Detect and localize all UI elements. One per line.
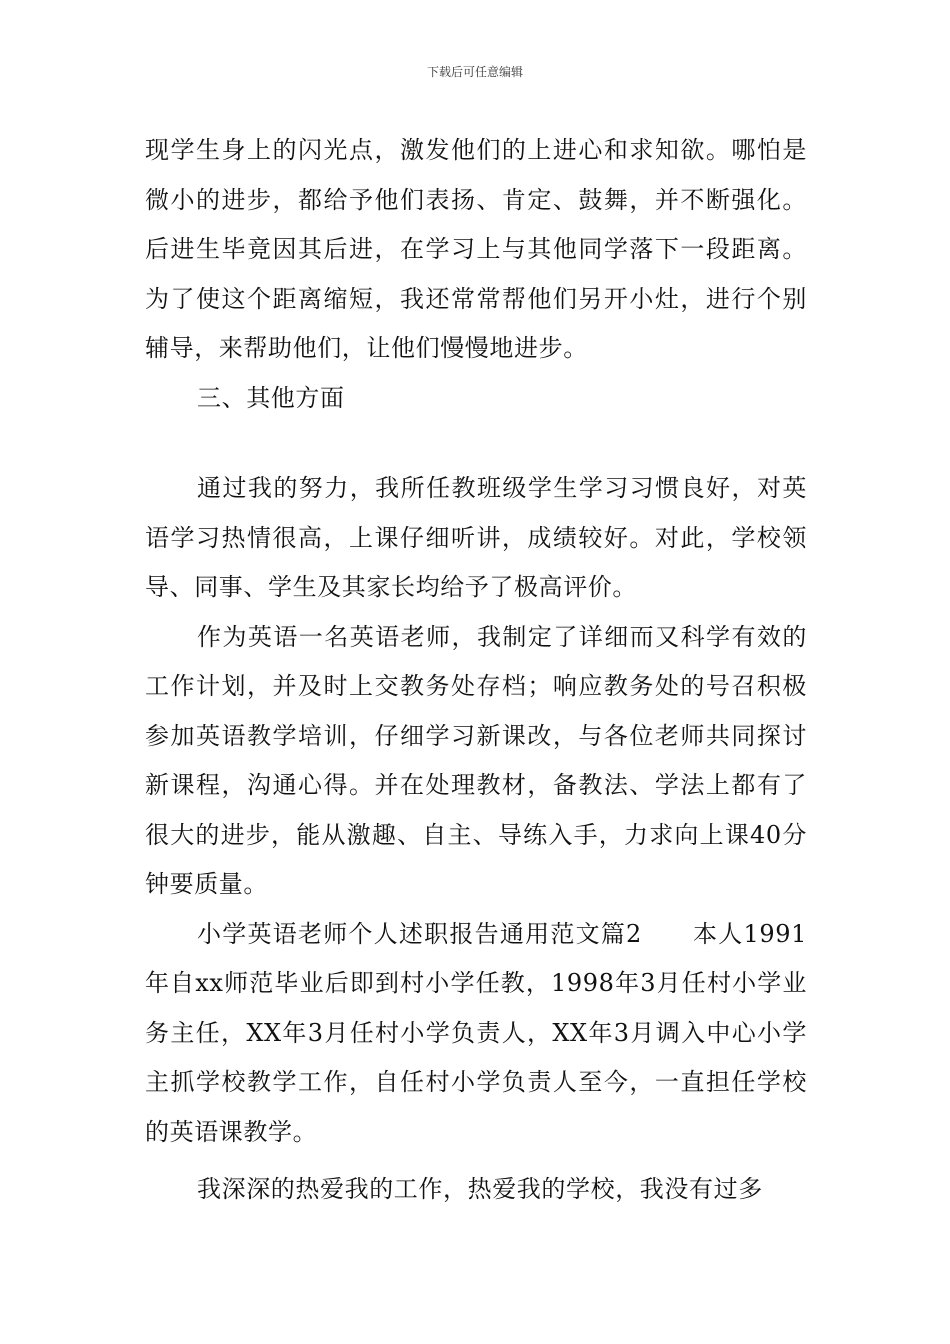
paragraph-continuation: 现学生身上的闪光点，激发他们的上进心和求知欲。哪怕是微小的进步，都给予他们表扬、肯定、鼓舞，并不断强化。后进生毕竟因其后进，在学习上与其他同学落下一段距离。为了使这个距离缩短，我还常常帮他们另开小灶，进行个别辅导，来帮助他们，让他们慢慢地进步。 [145,136,807,362]
section-heading-other-aspects: 三、其他方面 [197,383,345,412]
paragraph-report-intro: 小学英语老师个人述职报告通用范文篇2 本人1991年自xx师范毕业后即到村小学任教，1998年3月任村小学业务主任，XX年3月任村小学负责人，XX年3月调入中心小学主抓学校教学工作，自任村小学负责人至今，一直担任学校的英语课教学。 [145,919,807,1146]
paragraph-spacer [145,423,807,464]
page-header: 下载后可任意编辑 [426,65,523,79]
paragraph-work-plan: 作为英语一名英语老师，我制定了详细而又科学有效的工作计划，并及时上交教务处存档；响应教务处的号召积极参加英语教学培训，仔细学习新课改，与各位老师共同探讨新课程，沟通心得。并在处理教材，备教法、学法上都有了很大的进步，能从激趣、自主、导练入手，力求向上课40分钟要质量。 [145,622,807,898]
paragraph-spacer-small [145,1157,807,1165]
document-body [145,126,807,1215]
paragraph-achievements: 通过我的努力，我所任教班级学生学习习惯良好，对英语学习热情很高，上课仔细听讲，成绩较好。对此，学校领导、同事、学生及其家长均给予了极高评价。 [145,474,807,601]
paragraph-love-of-work: 我深深的热爱我的工作，热爱我的学校，我没有过多 [197,1175,763,1203]
